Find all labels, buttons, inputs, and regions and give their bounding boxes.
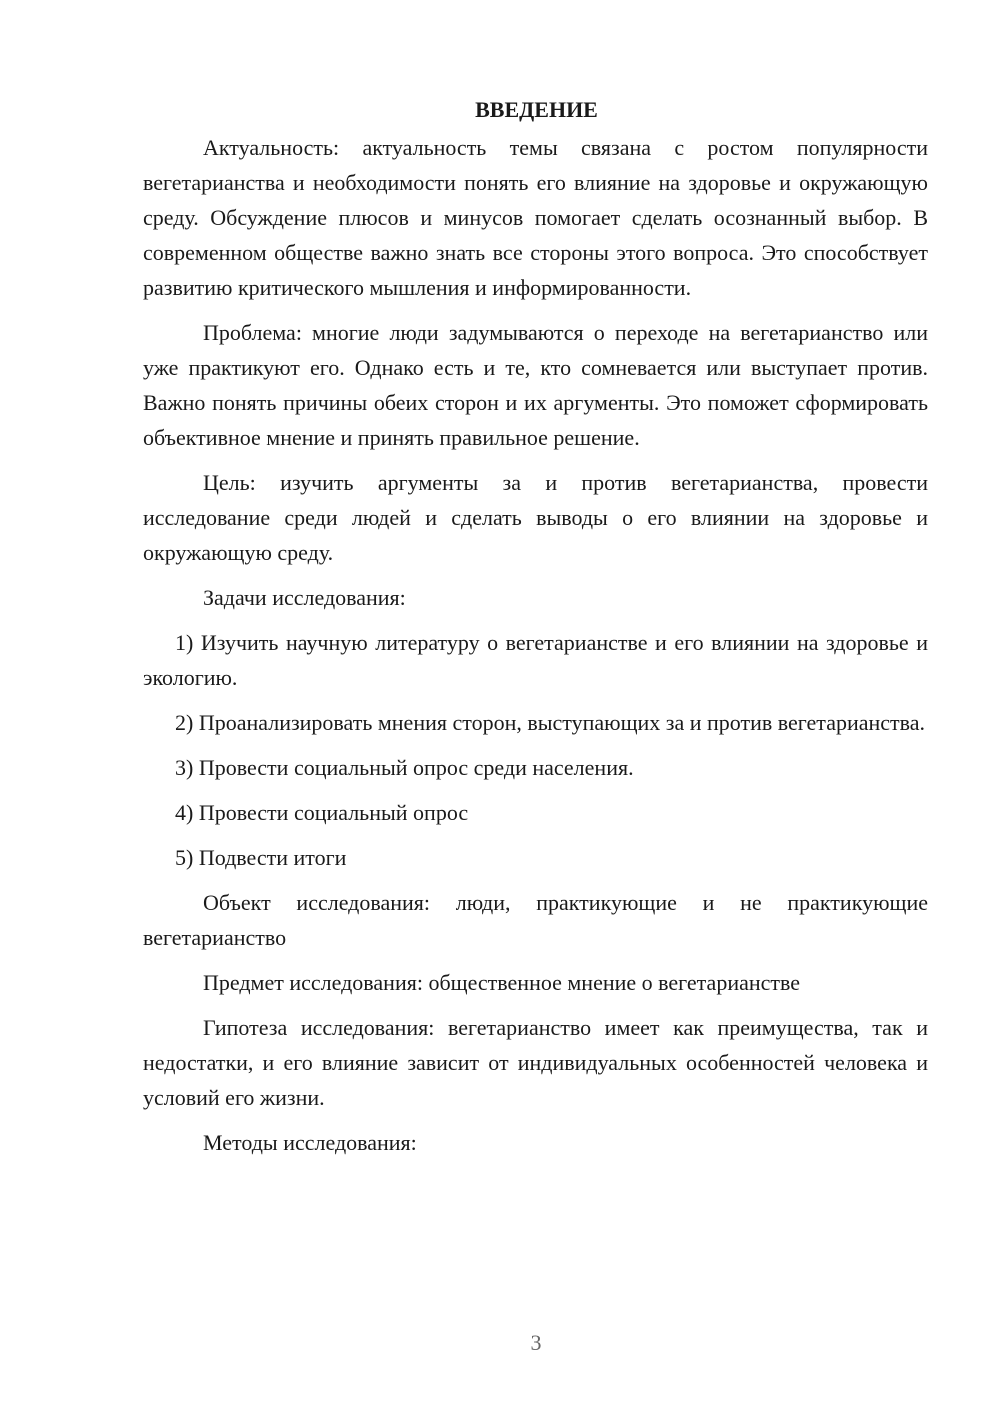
document-page <box>143 92 928 1170</box>
task-item-2: 2) Проанализировать мнения сторон, выступающих за и против вегетарианства. <box>175 710 926 735</box>
task-item-3: 3) Провести социальный опрос среди населения. <box>175 755 634 780</box>
paragraph-goal: Цель: изучить аргументы за и против вегетарианства, провести исследование среди людей и сделать выводы о его влиянии на здоровье и окружающую среду. <box>143 470 928 565</box>
page-number: 3 <box>530 1330 542 1355</box>
paragraph-relevance: Актуальность: актуальность темы связана с ростом популярности вегетарианства и необходимости понять его влияние на здоровье и окружающую среду. Обсуждение плюсов и минусов помогает сделать осознанный выбор. В современном обществе важно знать все стороны этого вопроса. Это способствует развитию критического мышления и информированности. <box>143 135 928 300</box>
task-item-4: 4) Провести социальный опрос <box>175 800 469 825</box>
paragraph-problem: Проблема: многие люди задумываются о переходе на вегетарианство или уже практикуют его. Однако есть и те, кто сомневается или выступает против. Важно понять причины обеих сторон и их аргументы. Это поможет сформировать объективное мнение и принять правильное решение. <box>143 320 928 450</box>
task-item-5: 5) Подвести итоги <box>175 845 347 870</box>
section-title: ВВЕДЕНИЕ <box>475 97 598 122</box>
tasks-heading: Задачи исследования: <box>203 585 406 610</box>
paragraph-methods: Методы исследования: <box>203 1130 417 1155</box>
paragraph-hypothesis: Гипотеза исследования: вегетарианство имеет как преимущества, так и недостатки, и его влияние зависит от индивидуальных особенностей человека и условий его жизни. <box>143 1015 928 1110</box>
paragraph-object: Объект исследования: люди, практикующие и не практикующие вегетарианство <box>143 890 928 950</box>
paragraph-subject: Предмет исследования: общественное мнение о вегетарианстве <box>203 970 801 995</box>
task-item-1: 1) Изучить научную литературу о вегетарианстве и его влиянии на здоровье и экологию. <box>143 630 928 690</box>
